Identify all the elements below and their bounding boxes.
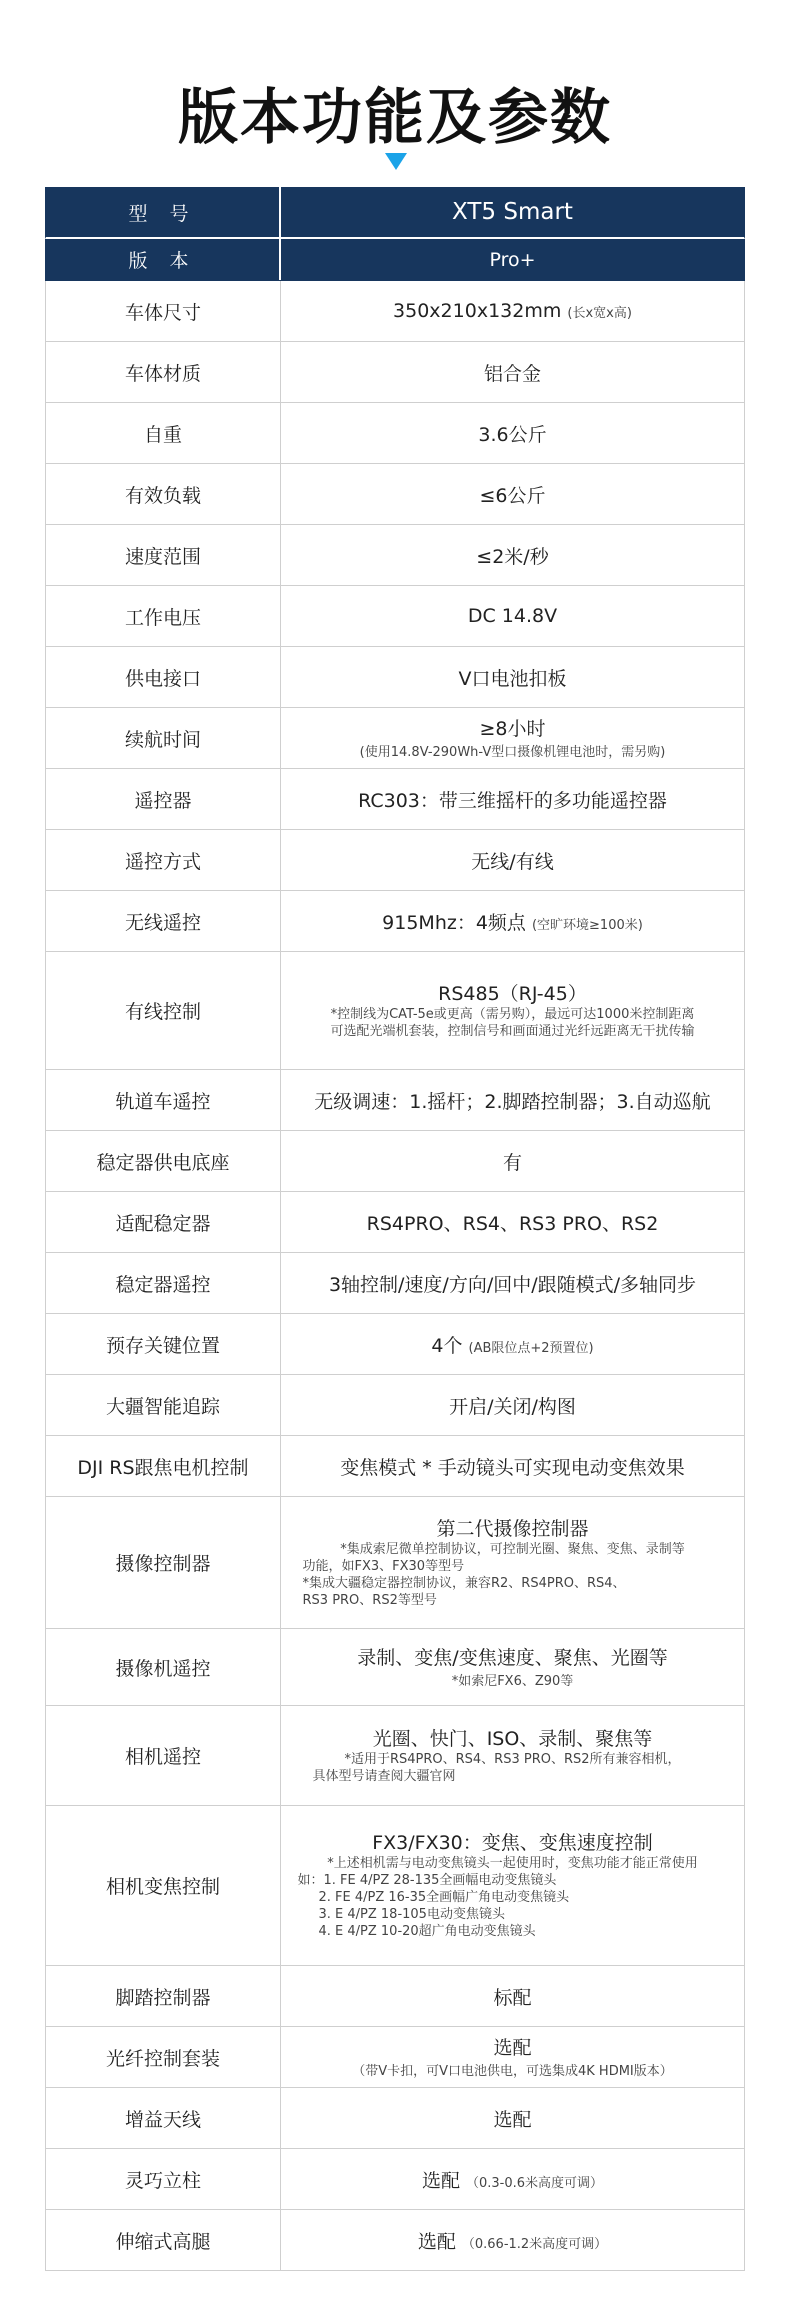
row-label: 遥控器: [46, 769, 281, 829]
row-value: 铝合金: [483, 362, 541, 385]
row-label: 相机遥控: [46, 1706, 281, 1805]
row-label: 无线遥控: [46, 891, 281, 951]
table-row: [45, 464, 745, 525]
value-note: 具体型号请查阅大疆官网: [312, 1768, 456, 1784]
value-text: 选配: [417, 2230, 456, 2253]
value-note: *集成大疆稳定器控制协议，兼容R2、RS4PRO、RS4、: [302, 1575, 626, 1591]
value-note: (AB限位点+2预置位): [468, 1340, 594, 1356]
row-label: 遥控方式: [46, 830, 281, 890]
value-text: 选配: [421, 2169, 460, 2192]
table-row: [45, 2149, 745, 2210]
table-row: [45, 647, 745, 708]
row-value: 选配: [493, 2108, 532, 2131]
value-note: (空旷环境≥100米): [531, 917, 643, 933]
row-label: 有线控制: [46, 952, 281, 1069]
value-note: *控制线为CAT-5e或更高（需另购），最远可达1000米控制距离: [330, 1006, 695, 1022]
table-row: [45, 342, 745, 403]
table-row: [45, 1192, 745, 1253]
row-label: 摄像机遥控: [46, 1629, 281, 1705]
value-note: 3. E 4/PZ 18-105电动变焦镜头: [318, 1907, 505, 1922]
row-value: 有: [502, 1151, 522, 1174]
value-note: （0.66-1.2米高度可调）: [461, 2236, 608, 2252]
row-value: ≤2米/秒: [476, 545, 549, 568]
row-value: 变焦模式 * 手动镜头可实现电动变焦效果: [340, 1456, 685, 1479]
version-value: Pro+: [489, 248, 536, 271]
table-row: [45, 1070, 745, 1131]
version-label: 版 本: [46, 239, 281, 280]
row-value: 开启/关闭/构图: [449, 1395, 576, 1418]
row-value: [281, 281, 744, 341]
table-row: [45, 2088, 745, 2149]
row-label: 相机变焦控制: [46, 1806, 281, 1965]
row-value: [281, 2027, 744, 2087]
row-value: 无级调速：1.摇杆；2.脚踏控制器；3.自动巡航: [314, 1090, 711, 1113]
row-label: 脚踏控制器: [46, 1966, 281, 2026]
row-label: 稳定器遥控: [46, 1253, 281, 1313]
table-row: [45, 891, 745, 952]
row-label: 大疆智能追踪: [46, 1375, 281, 1435]
page-title: 版本功能及参数: [178, 83, 612, 153]
row-value: [281, 1806, 744, 1965]
value-text: 915Mhz：4频点: [382, 911, 526, 934]
row-value: [281, 1314, 744, 1374]
table-row: [45, 403, 745, 464]
table-row: [45, 952, 745, 1070]
table-row: [45, 1966, 745, 2027]
table-row: [45, 1629, 745, 1706]
table-row: [45, 1314, 745, 1375]
row-value: 3轴控制/速度/方向/回中/跟随模式/多轴同步: [328, 1273, 697, 1296]
value-note: *适用于RS4PRO、RS4、RS3 PRO、RS2所有兼容相机，: [344, 1751, 681, 1767]
value-note: 4. E 4/PZ 10-20超广角电动变焦镜头: [318, 1924, 536, 1939]
value-text: 第二代摄像控制器: [436, 1517, 589, 1540]
value-text: ≥8小时: [479, 717, 546, 740]
value-note: (长x宽x高): [567, 306, 632, 321]
row-value: 标配: [493, 1986, 532, 2009]
row-label: 供电接口: [46, 647, 281, 707]
row-label: 速度范围: [46, 525, 281, 585]
table-row: [45, 586, 745, 647]
header-value: XT5 Smart: [452, 199, 573, 225]
table-row: [45, 1131, 745, 1192]
table-row: [45, 1436, 745, 1497]
row-label: 适配稳定器: [46, 1192, 281, 1252]
value-text: 光圈、快门、ISO、录制、聚焦等: [372, 1727, 653, 1750]
table-row: [45, 769, 745, 830]
value-text: 选配: [493, 2036, 532, 2059]
row-value: 3.6公斤: [478, 423, 547, 446]
value-text: 录制、变焦/变焦速度、聚焦、光圈等: [357, 1646, 668, 1669]
row-value: [281, 708, 744, 768]
row-value: [281, 891, 744, 951]
table-row: [45, 1497, 745, 1629]
row-label: 灵巧立柱: [46, 2149, 281, 2209]
row-value: 无线/有线: [471, 850, 554, 873]
row-value: [281, 1497, 744, 1628]
value-note: （0.3-0.6米高度可调）: [466, 2175, 604, 2191]
row-value: [281, 1629, 744, 1705]
row-value: RS4PRO、RS4、RS3 PRO、RS2: [366, 1212, 659, 1235]
table-row: [45, 830, 745, 891]
table-row: [45, 525, 745, 586]
row-label: 有效负载: [46, 464, 281, 524]
value-note: （带V卡扣，可V口电池供电，可选集成4K HDMI版本）: [352, 2063, 673, 2079]
row-label: 车体尺寸: [46, 281, 281, 341]
table-row: [45, 281, 745, 342]
row-label: 预存关键位置: [46, 1314, 281, 1374]
value-text: FX3/FX30：变焦、变焦速度控制: [372, 1832, 653, 1854]
table-row: [45, 1706, 745, 1806]
value-note: *如索尼FX6、Z90等: [451, 1673, 574, 1689]
row-label: 续航时间: [46, 708, 281, 768]
row-label: 稳定器供电底座: [46, 1131, 281, 1191]
value-note: 如：1. FE 4/PZ 28-135全画幅电动变焦镜头: [297, 1873, 557, 1888]
table-row: [45, 2027, 745, 2088]
row-value: ≤6公斤: [479, 484, 546, 507]
row-label: 伸缩式高腿: [46, 2210, 281, 2270]
row-value: RC303：带三维摇杆的多功能遥控器: [358, 789, 667, 812]
row-label: DJI RS跟焦电机控制: [46, 1436, 281, 1496]
table-header-row: [45, 187, 745, 239]
row-value: [281, 2149, 744, 2209]
down-arrow-icon: [385, 153, 407, 170]
table-row: [45, 1253, 745, 1314]
row-value: [281, 2210, 744, 2270]
row-label: 工作电压: [46, 586, 281, 646]
row-label: 光纤控制套装: [46, 2027, 281, 2087]
value-text: 350x210x132mm: [393, 300, 562, 322]
row-label: 摄像控制器: [46, 1497, 281, 1628]
value-note: *上述相机需与电动变焦镜头一起使用时，变焦功能才能正常使用: [327, 1856, 698, 1871]
row-value: DC 14.8V: [467, 605, 558, 627]
version-row: [45, 239, 745, 281]
value-note: 可选配光端机套装，控制信号和画面通过光纤远距离无干扰传输: [330, 1023, 695, 1039]
table-row: [45, 708, 745, 769]
row-value: V口电池扣板: [458, 667, 567, 690]
value-note: (使用14.8V-290Wh-V型口摄像机锂电池时，需另购): [359, 744, 666, 760]
value-note: 2. FE 4/PZ 16-35全画幅广角电动变焦镜头: [318, 1890, 570, 1905]
row-value: [281, 1706, 744, 1805]
row-value: [281, 952, 744, 1069]
value-text: RS485（RJ-45）: [438, 982, 587, 1005]
row-label: 车体材质: [46, 342, 281, 402]
row-label: 自重: [46, 403, 281, 463]
value-note: *集成索尼微单控制协议，可控制光圈、聚焦、变焦、录制等: [340, 1541, 685, 1557]
row-label: 轨道车遥控: [46, 1070, 281, 1130]
value-note: RS3 PRO、RS2等型号: [302, 1592, 437, 1608]
value-note: 功能，如FX3、FX30等型号: [302, 1558, 465, 1574]
table-row: [45, 2210, 745, 2271]
table-row: [45, 1375, 745, 1436]
row-label: 增益天线: [46, 2088, 281, 2148]
value-text: 4个: [431, 1334, 463, 1357]
header-label: 型 号: [46, 187, 281, 237]
table-row: [45, 1806, 745, 1966]
spec-table: [45, 187, 745, 2271]
